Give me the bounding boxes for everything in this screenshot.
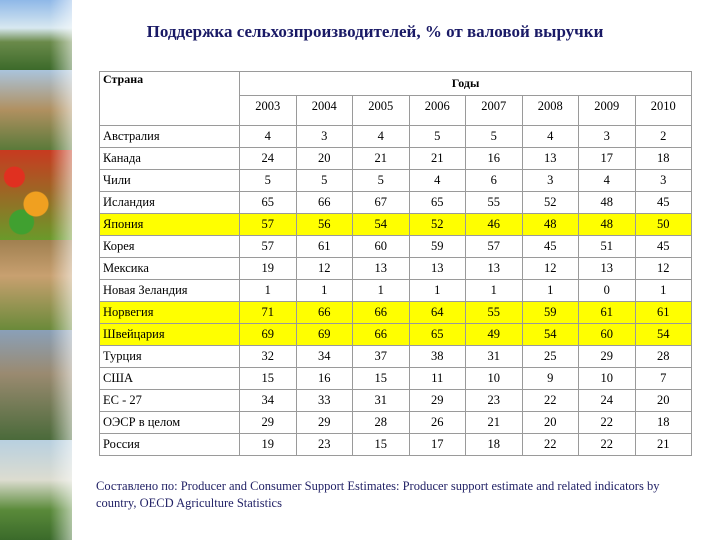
value-cell: 22 bbox=[522, 434, 579, 456]
value-cell: 31 bbox=[466, 346, 523, 368]
value-cell: 20 bbox=[522, 412, 579, 434]
value-cell: 22 bbox=[522, 390, 579, 412]
value-cell: 15 bbox=[353, 434, 410, 456]
table-row bbox=[100, 192, 692, 214]
value-cell: 1 bbox=[296, 280, 353, 302]
value-cell: 20 bbox=[635, 390, 692, 412]
value-cell: 61 bbox=[296, 236, 353, 258]
year-header: 2007 bbox=[466, 96, 523, 126]
value-cell: 50 bbox=[635, 214, 692, 236]
value-cell: 48 bbox=[579, 214, 636, 236]
value-cell: 25 bbox=[522, 346, 579, 368]
value-cell: 31 bbox=[353, 390, 410, 412]
country-cell: Чили bbox=[100, 170, 240, 192]
value-cell: 65 bbox=[409, 324, 466, 346]
value-cell: 60 bbox=[579, 324, 636, 346]
value-cell: 55 bbox=[466, 302, 523, 324]
value-cell: 28 bbox=[635, 346, 692, 368]
value-cell: 46 bbox=[466, 214, 523, 236]
value-cell: 66 bbox=[296, 192, 353, 214]
value-cell: 29 bbox=[240, 412, 297, 434]
year-header: 2009 bbox=[579, 96, 636, 126]
value-cell: 5 bbox=[296, 170, 353, 192]
value-cell: 18 bbox=[635, 148, 692, 170]
country-cell: Корея bbox=[100, 236, 240, 258]
value-cell: 64 bbox=[409, 302, 466, 324]
value-cell: 23 bbox=[296, 434, 353, 456]
value-cell: 32 bbox=[240, 346, 297, 368]
value-cell: 61 bbox=[579, 302, 636, 324]
value-cell: 12 bbox=[296, 258, 353, 280]
value-cell: 3 bbox=[635, 170, 692, 192]
value-cell: 13 bbox=[409, 258, 466, 280]
value-cell: 65 bbox=[409, 192, 466, 214]
country-cell: Япония bbox=[100, 214, 240, 236]
value-cell: 1 bbox=[522, 280, 579, 302]
value-cell: 52 bbox=[522, 192, 579, 214]
value-cell: 10 bbox=[466, 368, 523, 390]
value-cell: 57 bbox=[240, 236, 297, 258]
country-cell: Россия bbox=[100, 434, 240, 456]
value-cell: 60 bbox=[353, 236, 410, 258]
value-cell: 69 bbox=[296, 324, 353, 346]
value-cell: 21 bbox=[635, 434, 692, 456]
year-header: 2004 bbox=[296, 96, 353, 126]
value-cell: 54 bbox=[353, 214, 410, 236]
value-cell: 18 bbox=[635, 412, 692, 434]
value-cell: 9 bbox=[522, 368, 579, 390]
value-cell: 55 bbox=[466, 192, 523, 214]
country-cell: США bbox=[100, 368, 240, 390]
value-cell: 22 bbox=[579, 412, 636, 434]
country-cell: Турция bbox=[100, 346, 240, 368]
value-cell: 56 bbox=[296, 214, 353, 236]
value-cell: 26 bbox=[409, 412, 466, 434]
year-header: 2006 bbox=[409, 96, 466, 126]
country-cell: ОЭСР в целом bbox=[100, 412, 240, 434]
value-cell: 57 bbox=[466, 236, 523, 258]
value-cell: 12 bbox=[635, 258, 692, 280]
value-cell: 66 bbox=[353, 324, 410, 346]
value-cell: 34 bbox=[240, 390, 297, 412]
value-cell: 18 bbox=[466, 434, 523, 456]
value-cell: 45 bbox=[635, 192, 692, 214]
value-cell: 5 bbox=[240, 170, 297, 192]
value-cell: 51 bbox=[579, 236, 636, 258]
year-header: 2010 bbox=[635, 96, 692, 126]
value-cell: 3 bbox=[579, 126, 636, 148]
value-cell: 45 bbox=[635, 236, 692, 258]
country-cell: Норвегия bbox=[100, 302, 240, 324]
year-header: 2008 bbox=[522, 96, 579, 126]
value-cell: 33 bbox=[296, 390, 353, 412]
table-row bbox=[100, 302, 692, 324]
country-cell: Швейцария bbox=[100, 324, 240, 346]
table-row bbox=[100, 214, 692, 236]
value-cell: 66 bbox=[353, 302, 410, 324]
value-cell: 4 bbox=[353, 126, 410, 148]
table-row bbox=[100, 126, 692, 148]
country-cell: Австралия bbox=[100, 126, 240, 148]
value-cell: 38 bbox=[409, 346, 466, 368]
value-cell: 54 bbox=[522, 324, 579, 346]
value-cell: 20 bbox=[296, 148, 353, 170]
table-row bbox=[100, 346, 692, 368]
value-cell: 1 bbox=[240, 280, 297, 302]
value-cell: 13 bbox=[579, 258, 636, 280]
value-cell: 17 bbox=[409, 434, 466, 456]
value-cell: 29 bbox=[296, 412, 353, 434]
value-cell: 1 bbox=[409, 280, 466, 302]
value-cell: 23 bbox=[466, 390, 523, 412]
value-cell: 13 bbox=[522, 148, 579, 170]
value-cell: 65 bbox=[240, 192, 297, 214]
value-cell: 7 bbox=[635, 368, 692, 390]
table-row bbox=[100, 390, 692, 412]
country-column-header: Страна bbox=[100, 72, 240, 126]
value-cell: 19 bbox=[240, 434, 297, 456]
value-cell: 10 bbox=[579, 368, 636, 390]
table-row bbox=[100, 170, 692, 192]
table-row bbox=[100, 148, 692, 170]
value-cell: 4 bbox=[409, 170, 466, 192]
value-cell: 29 bbox=[579, 346, 636, 368]
value-cell: 54 bbox=[635, 324, 692, 346]
table-row bbox=[100, 412, 692, 434]
value-cell: 5 bbox=[466, 126, 523, 148]
value-cell: 3 bbox=[296, 126, 353, 148]
value-cell: 16 bbox=[466, 148, 523, 170]
value-cell: 69 bbox=[240, 324, 297, 346]
value-cell: 0 bbox=[579, 280, 636, 302]
value-cell: 16 bbox=[296, 368, 353, 390]
value-cell: 15 bbox=[240, 368, 297, 390]
value-cell: 49 bbox=[466, 324, 523, 346]
value-cell: 48 bbox=[522, 214, 579, 236]
value-cell: 3 bbox=[522, 170, 579, 192]
value-cell: 48 bbox=[579, 192, 636, 214]
value-cell: 6 bbox=[466, 170, 523, 192]
page-title: Поддержка сельхозпроизводителей, % от валовой выручки bbox=[146, 22, 604, 41]
value-cell: 21 bbox=[466, 412, 523, 434]
country-cell: Исландия bbox=[100, 192, 240, 214]
value-cell: 66 bbox=[296, 302, 353, 324]
value-cell: 67 bbox=[353, 192, 410, 214]
value-cell: 22 bbox=[579, 434, 636, 456]
value-cell: 37 bbox=[353, 346, 410, 368]
decorative-photo-strip bbox=[0, 0, 72, 540]
value-cell: 4 bbox=[240, 126, 297, 148]
value-cell: 13 bbox=[466, 258, 523, 280]
value-cell: 1 bbox=[466, 280, 523, 302]
value-cell: 4 bbox=[579, 170, 636, 192]
year-header: 2003 bbox=[240, 96, 297, 126]
value-cell: 59 bbox=[522, 302, 579, 324]
value-cell: 52 bbox=[409, 214, 466, 236]
source-footnote: Составлено по: Producer and Consumer Support Estimates: Producer support estimate and related indicators by country, OECD Agriculture Statistics bbox=[96, 479, 660, 510]
value-cell: 45 bbox=[522, 236, 579, 258]
country-cell: ЕС - 27 bbox=[100, 390, 240, 412]
table-row bbox=[100, 258, 692, 280]
value-cell: 57 bbox=[240, 214, 297, 236]
value-cell: 15 bbox=[353, 368, 410, 390]
value-cell: 34 bbox=[296, 346, 353, 368]
country-cell: Мексика bbox=[100, 258, 240, 280]
value-cell: 21 bbox=[409, 148, 466, 170]
value-cell: 13 bbox=[353, 258, 410, 280]
value-cell: 5 bbox=[353, 170, 410, 192]
support-table bbox=[99, 71, 692, 456]
value-cell: 61 bbox=[635, 302, 692, 324]
value-cell: 1 bbox=[635, 280, 692, 302]
value-cell: 21 bbox=[353, 148, 410, 170]
table-row bbox=[100, 434, 692, 456]
table-row bbox=[100, 324, 692, 346]
value-cell: 59 bbox=[409, 236, 466, 258]
table-row bbox=[100, 236, 692, 258]
value-cell: 24 bbox=[579, 390, 636, 412]
year-header: 2005 bbox=[353, 96, 410, 126]
value-cell: 71 bbox=[240, 302, 297, 324]
value-cell: 2 bbox=[635, 126, 692, 148]
years-column-header: Годы bbox=[240, 72, 692, 96]
value-cell: 19 bbox=[240, 258, 297, 280]
value-cell: 29 bbox=[409, 390, 466, 412]
value-cell: 1 bbox=[353, 280, 410, 302]
table-row bbox=[100, 280, 692, 302]
country-cell: Новая Зеландия bbox=[100, 280, 240, 302]
value-cell: 4 bbox=[522, 126, 579, 148]
table-row bbox=[100, 368, 692, 390]
value-cell: 17 bbox=[579, 148, 636, 170]
value-cell: 24 bbox=[240, 148, 297, 170]
value-cell: 28 bbox=[353, 412, 410, 434]
country-cell: Канада bbox=[100, 148, 240, 170]
value-cell: 5 bbox=[409, 126, 466, 148]
value-cell: 12 bbox=[522, 258, 579, 280]
value-cell: 11 bbox=[409, 368, 466, 390]
